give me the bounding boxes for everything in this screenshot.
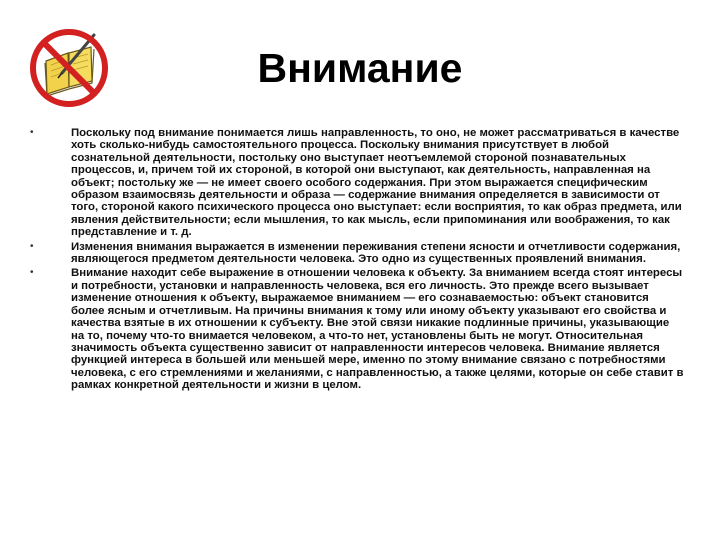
list-item (30, 127, 685, 239)
list-item (30, 267, 685, 391)
page-title: Внимание (257, 45, 463, 91)
paragraph-text: Изменения внимания выражается в изменении переживания степени ясности и отчетливости содержания, являющегося предметом деятельности человека. Это одно из существенных проявлений внимания. (71, 240, 681, 266)
bullet-marker: • (30, 127, 34, 138)
bullet-marker: • (30, 267, 34, 279)
bullet-list (30, 127, 685, 394)
paragraph-text: Поскольку под внимание понимается лишь направленность, то оно, не может рассматриваться в качестве хоть сколько-нибудь самостоятельного процесса. Поскольку внимания присутствует в любой сознательной деятельности, постольку оно выступает неотъемлемой стороной познавательных процессов, и, причем той их стороной, в которой они выступают, как деятельность, направленная на объект; постольку же — не имеет своего особого содержания. При этом выражается специфическим образом взаимосвязь деятельности и образа — содержание внимания определяется в зависимости от того, стороной какого психического процесса оно выступает: если восприятия, то как образ предмета, или явления действительности; если мышления, то как мысль, если припоминания или воображения, то как представление и т. д. (71, 127, 682, 239)
bullet-marker: • (30, 240, 34, 252)
paragraph-text: Внимание находит себе выражение в отношении человека к объекту. За вниманием всегда стоят интересы и потребности, установки и направленность человека, вся его личность. Это прежде всего вызывает изменение отношения к объекту, выражаемое вниманием — его сознаваемостью: объект становится более ясным и отчетливым. На причины внимания к тому или иному объекту указывают его свойства и качества взятые в их отношении к субъекту. Вне этой связи никакие подлинные причины, указывающие на то, почему что-то внимается человеком, а что-то нет, установлены быть не могут. Относительная значимость объекта существенно зависит от направленности интересов человека. Внимание является функцией интереса в большей или меньшей мере, именно по этому внимание связано с потребностями человека, с его стремлениями и желаниями, с направленностью, а также целями, которые он себе ставит в рамках конкретной деятельности и жизни в целом. (71, 267, 684, 392)
no-book-sign-icon (28, 27, 110, 109)
list-item (30, 241, 685, 266)
